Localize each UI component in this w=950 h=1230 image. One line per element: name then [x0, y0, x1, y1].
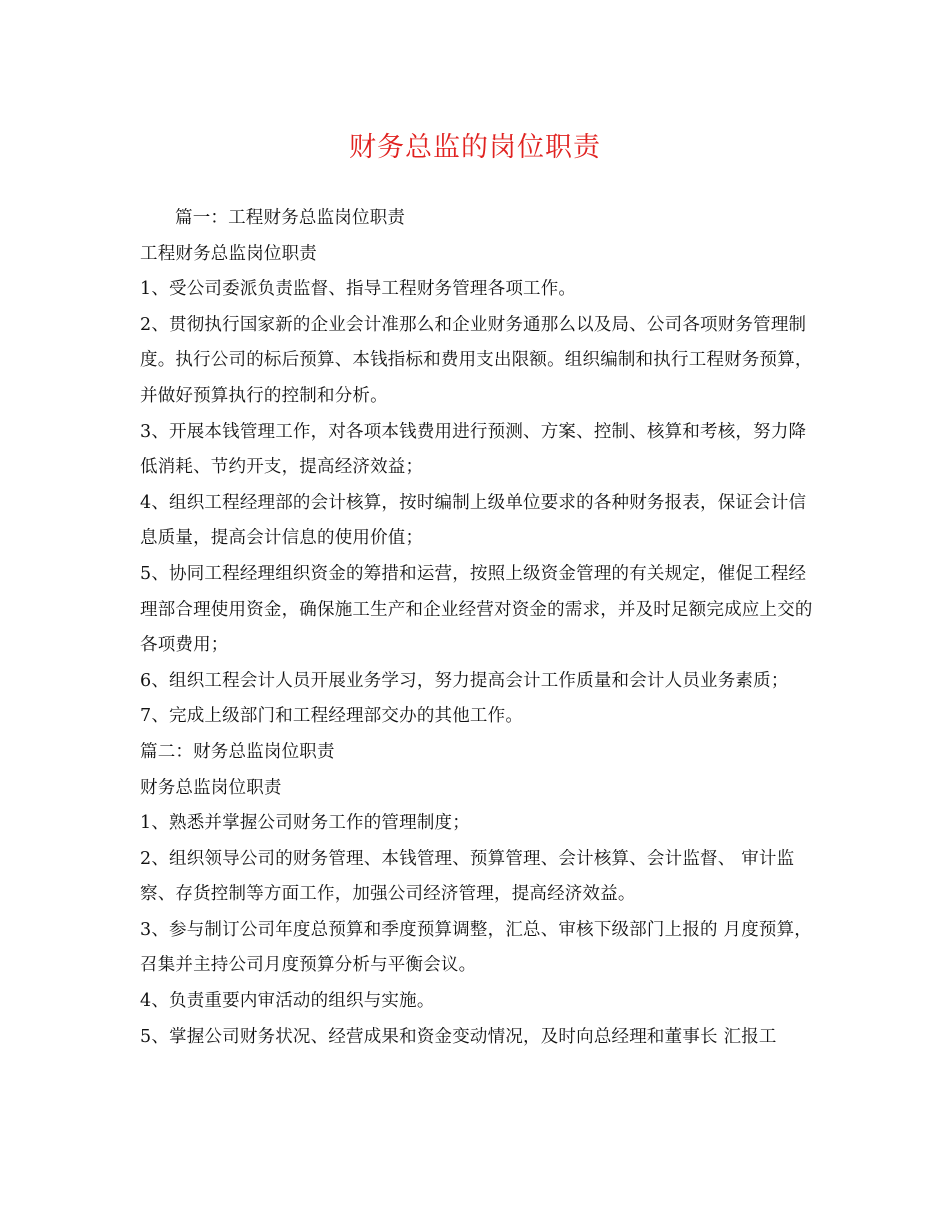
- paragraph: 2、组织领导公司的财务管理、本钱管理、预算管理、会计核算、会计监督、 审计监察、存货控制等方面工作，加强公司经济管理，提高经济效益。: [140, 848, 795, 905]
- paragraph: 5、协同工程经理组织资金的筹措和运营，按照上级资金管理的有关规定，催促工程经理部合理使用资金，确保施工生产和企业经营对资金的需求，并及时足额完成应上交的各项费用；: [140, 563, 813, 656]
- paragraph: 6、组织工程会计人员开展业务学习，努力提高会计工作质量和会计人员业务素质；: [140, 670, 789, 691]
- paragraph: 1、受公司委派负责监督、指导工程财务管理各项工作。: [140, 279, 577, 300]
- section-heading: 篇二：财务总监岗位职责: [140, 741, 335, 762]
- paragraph: 3、开展本钱管理工作，对各项本钱费用进行预测、方案、控制、核算和考核，努力降低消耗、节约开支，提高经济效益；: [140, 421, 807, 478]
- subheading: 工程财务总监岗位职责: [140, 243, 317, 264]
- paragraph: 4、组织工程经理部的会计核算，按时编制上级单位要求的各种财务报表，保证会计信息质量，提高会计信息的使用价值；: [140, 492, 807, 549]
- paragraph: 1、熟悉并掌握公司财务工作的管理制度；: [140, 813, 470, 834]
- document-title: 财务总监的岗位职责: [349, 132, 601, 163]
- paragraph: 2、贯彻执行国家新的企业会计准那么和企业财务通那么以及局、公司各项财务管理制度。执行公司的标后预算、本钱指标和费用支出限额。组织编制和执行工程财务预算，并做好预算执行的控制和分析。: [140, 314, 813, 406]
- section-heading: 篇一：工程财务总监岗位职责: [175, 208, 406, 228]
- paragraph: 5、掌握公司财务状况、经营成果和资金变动情况，及时向总经理和董事长 汇报工: [140, 1026, 777, 1047]
- paragraph: 7、完成上级部门和工程经理部交办的其他工作。: [140, 706, 524, 727]
- paragraph: 3、参与制订公司年度总预算和季度预算调整，汇总、审核下级部门上报的 月度预算，召集并主持公司月度预算分析与平衡会议。: [140, 919, 812, 976]
- document-body: [140, 201, 815, 1055]
- paragraph: 4、负责重要内审活动的组织与实施。: [140, 991, 435, 1012]
- subheading: 财务总监岗位职责: [140, 777, 282, 798]
